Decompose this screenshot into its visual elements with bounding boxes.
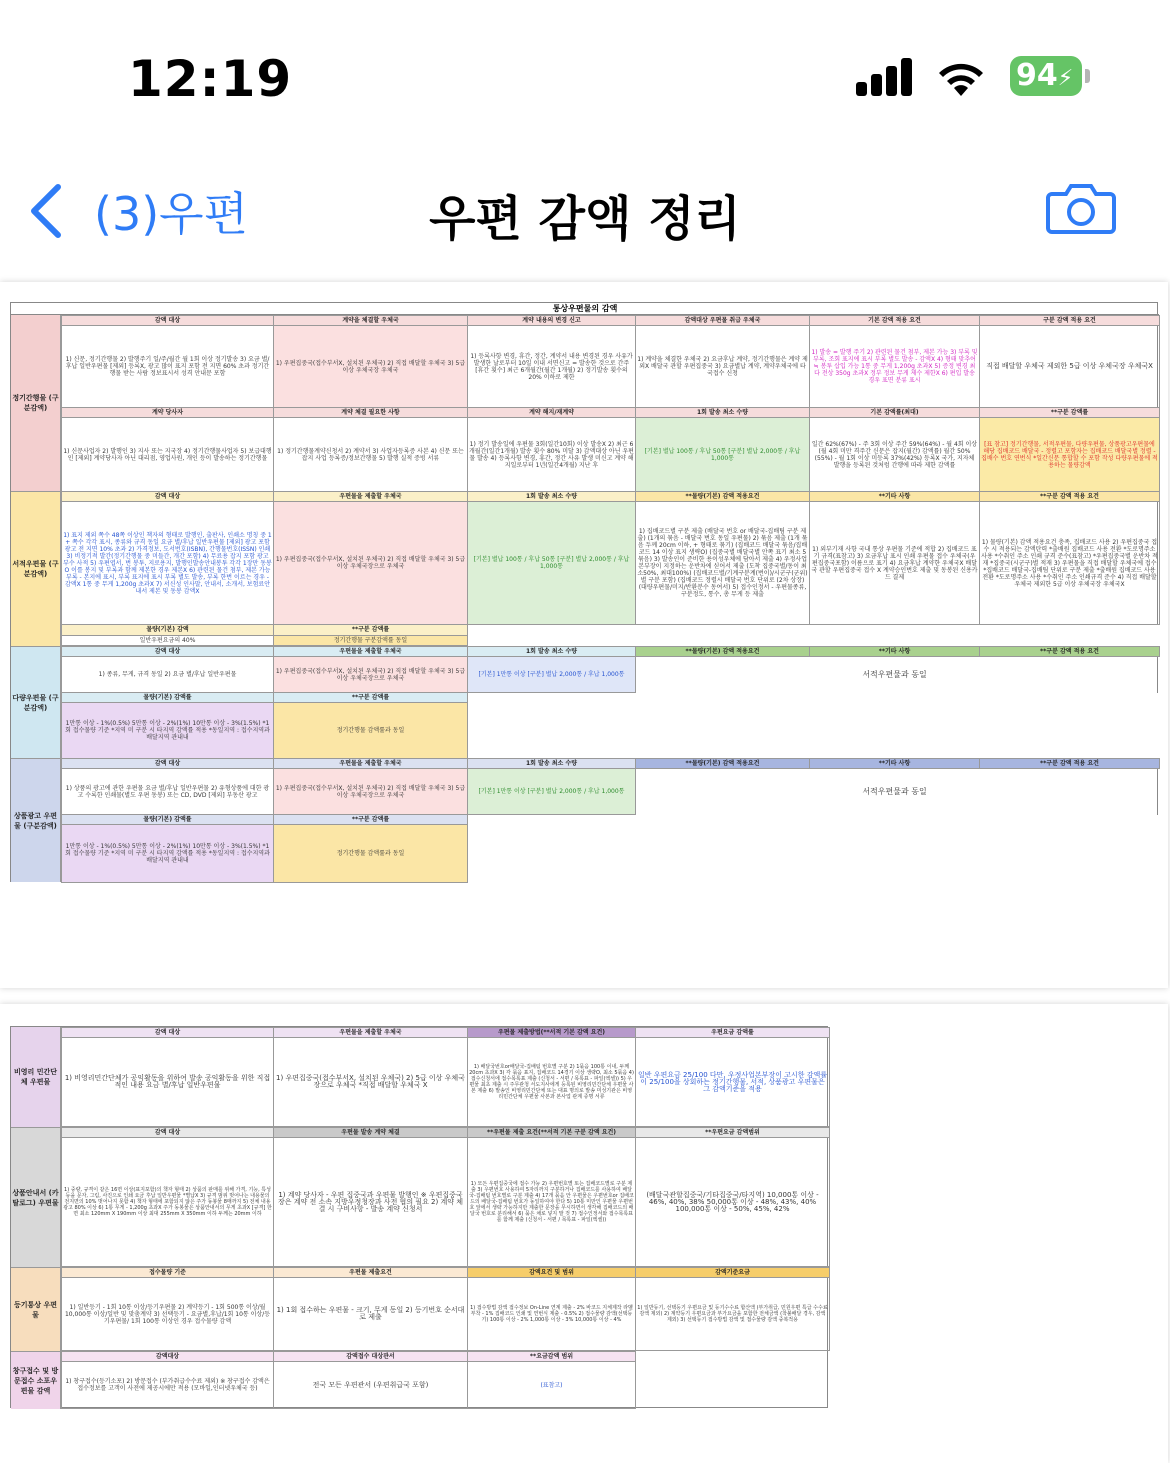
book-h-4: **기타 사항 (810, 492, 980, 502)
regular-r2-4: 일간 62%(67%) - 주 3회 이상 주간 59%(64%) - 월 4회 이상 (월 4회 미만 격주간 신문은 잡지(월간) 감액률) 월간 50%(55%) - 월 1회 이상 미등록 37%(42%) 등록X 국가, 지자체 발행을 등록된 것처럼 간행에 따라 제한 감액률 (810, 418, 980, 492)
registered-h-3: 감액기준요금 (636, 1268, 830, 1278)
catalog-h-1: 우편물 발송 계약 체결 (274, 1128, 468, 1138)
document-page-1[interactable] (0, 282, 1168, 988)
window-h-1: 감액접수 대상관서 (274, 1352, 468, 1362)
regular-h1-2: 계약 내용의 변경 신고 (468, 316, 636, 326)
book-r-4: 1) 외부기재 사항 국내 통상 우편물 기준에 적합 2) 집배코드 표기 규격(표참고) 3) 요금후납 표시 인쇄 우편물 접수 우체국(우편집중국포함) 이름으로 표기 4) 요금후납 계약한 우체국X 배달국 관할 우편집중국 접수 X 계약승인번호 제출 및 동봉된 신용카드 결제 (810, 502, 980, 625)
regular-r1-5: 직접 배달할 우체국 제외한 5급 이상 우체국장 우체국X (980, 326, 1160, 408)
document-page-2[interactable] (0, 1004, 1168, 1463)
ad-h-1: 우편물을 제출할 우체국 (274, 759, 468, 769)
status-bar (0, 0, 1170, 150)
side-label-regular: 정기간행물 (구분감액) (11, 315, 61, 491)
book-r-5: 1) 물량(기본) 감액 적용요건 충족, 집배코드 사용 2) 우편집중국 접수 시 적용되는 감액탄력 *출배원 집배코드 사용 전환 *도로명주소 사용 *수취인 주소 인쇄 규격 준수(표참고) *우편집중국별 운반차 적재 *집중국(시군구)별 적재 3) 우편물을 직접 배달할 우체국에 접수 *집배코드 배달국-집배팀 단위로 구분 제출 *출배원 집배코드 사용 전환 *도로명주소 사용 *수취인 주소 인쇄규격 준수 4) 직접 배달할 우체국 제외한 5급 이상 우체국장 우체국X (980, 502, 1160, 625)
ad-h-3: **물량(기본) 감액 적용요건 (636, 759, 810, 769)
regular-h1-1: 계약을 체결할 우체국 (274, 316, 468, 326)
book-r-3: 1) 집배코드별 구분 제출 (배달국 번호 or 배달국-집배팀 구분 제출) (1개의 묶음 - 배달국 번호 동일 우편물) 2) 묶음 제출 (1개 묶음 두께 20cm 이하, + 형태로 묶기) (집배코드 배달국 묶음/집배코드 14 이상 표지 생략O) (집중국별 배달국별 안쪽 표기 최소 5묶음) 3) 발송인이 준비한 용이성우체에 담아서 제출 4) 우정사업본부장이 지정하는 운반차에 싣어서 제출 (도착 집중국별/동이 최소50%, 최대100%) (집배코드별/기계구분계(번이)/시군구(군위)별 구분 포함) (집배코드 정렬시 배달국 번호 단위로 (2차 상장) (대량우편물/미지/반환분수 동여서) 5) 접수인정서 - 우편물종류, 구분정도, 통수, 총 무게 등 제출 (636, 502, 810, 625)
side-label-bulk: 다량우편물 (구분감액) (11, 646, 61, 758)
sheet-title: 통상우편물의 감액 (11, 303, 1159, 315)
nonprofit-h-2: 우편물 제출방법(**서적 기본 감액 요건) (468, 1028, 636, 1038)
nonprofit-r-2: 1) 배달국번호or배달국-집배팀 번호별 구분 2) 1묶음 100통 이내, 두께 20cm 초과X 3) 각 묶음 표지, 집배코드 14경기 이상 생략O, 최소 5묶음 4) 접수신청서에 접수목록표 제출 (신청서 - 서편 / 목록표 - 파일(엑셀)) 5) 우편물 최초 제출 시 주무관청 서도지사에게 등록된 비영리민간단체 우편물 사본 제출 6) 발송인 비영리민간단체 또는 대표 명의로 발송 미성기관은 비영리민간단체 우편물 사본과 본사업 관계 증명 서류 (468, 1038, 636, 1127)
regular-h2-5: **구분 감액률 (980, 408, 1160, 418)
ad-table (61, 758, 1160, 883)
registered-table (61, 1267, 830, 1351)
book-h-1: 우편물을 제출할 우체국 (274, 492, 468, 502)
catalog-r-3: (배달국관할집중국/기타집중국/타지역) 10,000통 이상 - 46%, 40%, 38% 50,000통 이상 - 48%, 43%, 40% 100,000통 이상 - 50%, 45%, 42% (636, 1138, 830, 1267)
regular-r1-4: 1) 발송 = 발행 주기 2) 관련된 물건 첨부, 제본 가능 3) 부록 및 부록, 조회 표지에 표시 부록 별도 발송 - 감액X 4) 형태 맞추어 ≒ 봉투 삽입 가능 1통 중 무게 1,200g 초과X 5) 증정 변경 최다 전상 350g 초과X 정부 정보 무게 제수 제한X 6) 편입 발송 경우 표면 분류 표시 (810, 326, 980, 408)
book-r-1: 1) 우편집중국(접수부서X, 설치된 우체국) 2) 직접 배달할 우체국 3) 5급 이상 우체국장으로 우체국 (274, 502, 468, 625)
ad-h-2: 1회 발송 최소 수량 (468, 759, 636, 769)
regular-h2-3: 1회 발송 최소 수량 (636, 408, 810, 418)
ad-r-5 (980, 769, 1160, 815)
regular-h2-1: 계약 체결 필요한 사항 (274, 408, 468, 418)
regular-r1-3: 1) 계약을 체결한 우체국 2) 요금후납 계약, 정기간행물은 계약 제외X 배달국 관할 우편집중국 3) 요금별납 계약, 계약우체국에 타국접수 신청 (636, 326, 810, 408)
side-label-window: 창구접수 및 방문접수 소포우편물 감액 (11, 1351, 61, 1409)
regular-h2-2: 계약 해지/재계약 (468, 408, 636, 418)
regular-h1-3: 감액대상 우편물 취급 우체국 (636, 316, 810, 326)
nonprofit-r-0: 1) 비영리민간단체가 공익활동을 위하여 발송 공익활동을 위한 직접적인 내용 요금 별/후납 일반우편물 (62, 1038, 274, 1127)
catalog-table (61, 1127, 830, 1267)
book-extra-h-0: 물량(기본) 감액 (62, 625, 274, 635)
nonprofit-table (61, 1027, 830, 1127)
wifi-icon (934, 56, 988, 98)
bulk-r2-0: 1만통 이상 - 1%(0.5%) 5만통 이상 - 2%(1%) 10만통 이상 - 3%(1.5%) *1회 접수물량 기준 *지역 미 구분 시 타지역 감액률 적용 *동일지역 : 접수지역과 배달지역 관내내 (62, 703, 274, 759)
nonprofit-h-1: 우편물을 제출할 우체국 (274, 1028, 468, 1038)
bulk-h-1: 우편물을 제출할 우체국 (274, 647, 468, 657)
regular-h2-0: 계약 당사자 (62, 408, 274, 418)
camera-icon[interactable] (1046, 182, 1116, 234)
regular-h2-4: 기본 감액률(최대) (810, 408, 980, 418)
ad-r-2: [기본] 1만통 이상 [구분] 별납 2,000통 / 후납 1,000통 (468, 769, 636, 815)
window-h-2: **요금감액 범위 (468, 1352, 636, 1362)
bulk-h2-0: 물량(기본) 감액률 (62, 693, 274, 703)
book-h-2: 1회 발송 최소 수량 (468, 492, 636, 502)
bulk-r-5 (980, 657, 1160, 693)
book-table (61, 491, 1160, 646)
cellular-signal-icon (856, 58, 914, 96)
battery-level: 94 (1016, 58, 1058, 93)
catalog-r-0: 1) 중량, 규격이 같은 16면 이상(표지포함)의 책자 형태 2) 상품의 판매를 위해 가격, 기능, 특성 등을 문자, 그림, 사진으로 인쇄 요금 후납 일반우편물 *별납X 3) 규격 범위 벗어나는 내용물의 전지면의 10% 벗어나지 못함 4) 책자 형태에 포함되지 않은 주가 동봉물 8매까지 5) 전체 내용 광고 80% 이상 6) 1통 무게 - 1,200g 초과X 주가 동봉물은 상품안내서의 무게 초과X [규격] 한 면 최소 120mm X 190mm 이상 최대 255mm X 350mm 이하 두께는 20mm 이하 (62, 1138, 274, 1267)
battery-icon: 94⚡ (1010, 56, 1082, 96)
registered-h-1: 우편물 제출요건 (274, 1268, 468, 1278)
regular-r2-5: [표 참고] 정기간행물, 서적우편물, 다량우편물, 상품광고우편물에 해당 집배코드 배달국 - 정렬고 포함자는 집배코드 배달국별 정렬 - 집배수 번호 연번식 *일간신문 통합할 수 포함 작성 다량우편물에 적용하는 물량감액 (980, 418, 1160, 492)
book-extra-r-1: 정기간행물 구분감액률 동일 (274, 635, 468, 645)
catalog-h-0: 감액 대상 (62, 1128, 274, 1138)
catalog-h-3: **우편요금 감액범위 (636, 1128, 830, 1138)
window-r-0: 1) 창구접수(등기소포) 2) 방문접수 (부가취급수수료 제외) ※ 창구접수 감액은 접수정보를 고객이 사전에 제공시에만 적용 (모바일,인터넷우체국 등) (62, 1362, 274, 1409)
ad-h-5: **구분 감액 적용 요건 (980, 759, 1160, 769)
registered-h-0: 접수물량 기준 (62, 1268, 274, 1278)
ad-h-4: **기타 사항 (810, 759, 980, 769)
bulk-h-2: 1회 발송 최소 수량 (468, 647, 636, 657)
bulk-h-5: **구분 감액 적용 요건 (980, 647, 1160, 657)
regular-r2-2: 1) 정기 발송일에 우편물 3회(일간10회) 이상 발송X 2) 최근 6개월간(일간1개월) 발송 횟수 80% 미달 3) 감액대상 아닌 우편물 발송 4) 등록사항 변경, 휴간, 정간 사유 발생 미신고 계약 해지일로부터 1년(일간4개월) 지난 후 (468, 418, 636, 492)
window-r-1: 전국 모든 우편관서 (우편취급국 포함) (274, 1362, 468, 1409)
catalog-r-2: 1) 모든 우편집중국에 접수 가능 2) 우편번호별 또는 집배코드별로 구분 제출 3) 우편번호 사용하여 5자리까지 구분하거나 집배코드를 사용하여 배달국-집배팀 번호별로 구분 제출 4) 17개 묶음 안 우편물은 우편번호or 집배코드의 배달국-집배팀 번호가 동일하여야 한다 5) 10통 미만인 우편물 우편번호 앞에서 생략 가능하지만 제출한 문장을 무시하면서 생각해 집배코드의 배달국 번호로 분리해서 6) 묶은 채로 넣지 말 것 7) 접수인정서와 접수목록표를 함께 제출 (신청서 - 서편 / 목록표 - 파일(엑셀)) (468, 1138, 636, 1267)
bulk-r-1: 1) 우편집중국(접수부서X, 설치된 우체국) 2) 직접 배달할 우체국 3) 5급 이상 우체국장으로 우체국 (274, 657, 468, 693)
regular-h1-0: 감액 대상 (62, 316, 274, 326)
ad-r2-1: 정기간행물 감액률과 동일 (274, 825, 468, 883)
bulk-r-2: [기본] 1만통 이상 [구분] 별납 2,000통 / 후납 1,000통 (468, 657, 636, 693)
registered-r-2: 1) 접수방법 감액 접수정보 On-Line 연계 제출 - 2% 바코드 지체제작 라벨부착 - 1% 집배코드 인쇄 및 연번식 제출 - 0.5% 2) 접수물량 감액(선택등기) 100통 이상 - 2% 1,000통 이상 - 3% 10,000통 이상 - 4% (468, 1278, 636, 1351)
book-h-0: 감액 대상 (62, 492, 274, 502)
bulk-r2-1: 정기간행물 감액률과 동일 (274, 703, 468, 759)
ad-r-1: 1) 우편집중국(접수부서X, 설치된 우체국) 2) 직접 배달할 우체국 3) 5급 이상 우체국장으로 우체국 (274, 769, 468, 815)
ad-r-4: 서적우편물과 동일 (862, 787, 927, 797)
nonprofit-r-1: 1) 우편집중국(접수부서X, 설치된 우체국) 2) 5급 이상 우체국장으로 우체국 *직접 배달할 우체국 X (274, 1038, 468, 1127)
registered-r-1: 1) 1회 접수하는 우편물 - 크기, 무게 동일 2) 등기번호 순서대로 제출 (274, 1278, 468, 1351)
ad-r-0: 1) 상품의 광고에 관한 우편물 요금 별/후납 일반우편물 2) 유형상품에 대한 광고 수록한 인쇄물(별도 우편 동봉) 또는 CD, DVD [제외] 부동산 광고 (62, 769, 274, 815)
regular-table (61, 315, 1160, 492)
battery-cap (1085, 69, 1090, 83)
regular-h1-5: 구분 감액 적용 요건 (980, 316, 1160, 326)
book-r-0: 1) 표지 제외 쪽수 48쪽 이상인 책자의 형태로 발행인, 출판사, 인쇄소 명칭 중 1 + 쪽수 각각 표시, 종류와 규격 동일 요금 별/후납 일반우편물 [제외] 광고 포함 광고 전 지면 10% 초과 2) 가격정보, 도서번호(ISBN), 간행물번호(ISSN) 인쇄 3) 비정기적 발간(정기간행물 중 미들간, 개간 포함) 4) 무료용 잡지 포함 광고 부수 사적 5) 우편엽서, 번 봉투, 지로용지, 발행인발송안내봉투 각각 1장만 동봉O 이를 봉지 및 부록과 함께 제본한 경우 제본X 6) 관련된 물건 첨부, 제본 가능 부록 - 본지에 표시, 부록 표지에 표시 부록 별도 발송, 부록 한번 이르는 경우 - 감액X 1통 중 무게 1,200g 초과X 7) 서신성 인사말, 안내서, 소개서, 보험료안내서 제본 및 동봉 감액X (62, 502, 274, 625)
side-label-nonprofit: 비영리 민간단체 우편물 (11, 1027, 61, 1127)
nonprofit-h-3: 우편요금 감액률 (636, 1028, 830, 1038)
bulk-h-3: **물량(기본) 감액 적용요건 (636, 647, 810, 657)
window-table (61, 1351, 636, 1409)
back-label: (3)우편 (94, 187, 249, 241)
book-h-3: **물량(기본) 감액 적용요건 (636, 492, 810, 502)
bulk-r-0: 1) 종류, 무게, 규격 동일 2) 요금 별/후납 일반우편물 (62, 657, 274, 693)
book-h-5: **구분 감액 적용 요건 (980, 492, 1160, 502)
ad-r-3 (636, 769, 810, 815)
clock: 12:19 (128, 50, 293, 108)
regular-r1-2: 1) 등록사항 변경, 휴간, 정간, 계약서 내용 변경된 경우 사유가 발생한 날로부터 10일 이내 서면신고 = 발송한 것으로 간주 [휴간 횟수] 최근 6개월간(월간 1개월) 2) 정기발송 횟수의 20% 이하로 제한 (468, 326, 636, 408)
sheet-special-mail (10, 1026, 828, 1408)
regular-r1-0: 1) 신문, 정기간행물 2) 발행주기 일/주/월간 월 1회 이상 정기발송 3) 요금 별/후납 일반우편물 [제외] 등록X, 광고 많이 표지 포함 전 지면 60% 초과 정기간행물 받는 사람 정보표시서 성격 안내문 포함 (62, 326, 274, 408)
ad-r2-0: 1만통 이상 - 1%(0.5%) 5만통 이상 - 2%(1%) 10만통 이상 - 3%(1.5%) *1회 접수물량 기준 *지역 미 구분 시 타지역 감액률 적용 *동일지역 : 접수지역과 배달지역 관내내 (62, 825, 274, 883)
regular-r2-3: [기본] 별납 100통 / 후납 50통 [구분] 별납 2,000통 / 후납 1,000통 (636, 418, 810, 492)
bulk-table (61, 646, 1160, 759)
window-r-2: (표참고) (468, 1362, 636, 1409)
window-h-0: 감액대상 (62, 1352, 274, 1362)
bulk-r-3 (636, 657, 810, 693)
side-label-book: 서적우편물 (구분감액) (11, 491, 61, 646)
page-title: 우편 감액 정리 (429, 191, 741, 247)
book-extra-h-1: **구분 감액률 (274, 625, 468, 635)
nonprofit-h-0: 감액 대상 (62, 1028, 274, 1038)
registered-r-3: 1) 일반등기, 선택등기 우편요금 및 등기수수료 합산액 (부가취급, 민원우편 특급 수수료 감액 제외) 2) 계약등기 우편요금과 부가요금을 포함한 전체금액 (착불배달 경우, 감액 제외) 3) 선택등기 접수방법 감액 및 접수물량 감액 중복적용 (636, 1278, 830, 1351)
registered-r-0: 1) 일반등기 - 1회 10통 이상/등기우편물 2) 계약등기 - 1회 500통 이상/월 10,000통 이상/일반 및 맞춤계약 3) 선택등기 - 요금별,후납/1회 10통 이상/등기우편물/ 1회 100통 이상인 경우 접수물량 감액 (62, 1278, 274, 1351)
bulk-h-0: 감액 대상 (62, 647, 274, 657)
catalog-r-1: 1) 계약 당사자 - 우편 집중국과 우편물 발행인 ※ 우편집중국장은 계약 전 소속 지방우정청장과 사전 협의 필요 2) 계약 체결 시 구비사항 - 발송 계약 신청서 (274, 1138, 468, 1267)
ad-h2-0: 물량(기본) 감액률 (62, 815, 274, 825)
bulk-r-4: 서적우편물과 동일 (862, 670, 927, 680)
regular-r2-0: 1) 신문사업자 2) 발행인 3) 지사 또는 지국장 4) 정기간행물사업자 5) 보급대행인 [제외] 계약당사자 아닌 대리점, 영업사원, 개인 등이 발송하는 정기간행물 (62, 418, 274, 492)
book-r-2: [기본] 별납 100통 / 후납 50통 [구분] 별납 2,000통 / 후납 1,000통 (468, 502, 636, 625)
regular-h1-4: 기본 감액 적용 요건 (810, 316, 980, 326)
side-label-ad: 상품광고 우편물 (구분감액) (11, 758, 61, 882)
regular-r1-1: 1) 우편집중국(접수부서X, 설치된 우체국) 2) 직접 배달할 우체국 3) 5급 이상 우체국장 우체국 (274, 326, 468, 408)
navigation-bar (0, 150, 1170, 270)
regular-r2-1: 1) 정기간행물계약신청서 2) 계약서 3) 사업자등록증 사본 4) 신문 또는 잡지 사업 등록증/정보간행물 5) 발행 실적 증빙 서류 (274, 418, 468, 492)
bulk-h-4: **기타 사항 (810, 647, 980, 657)
registered-h-2: 감액요건 및 범위 (468, 1268, 636, 1278)
side-label-catalog: 상품안내서 (카탈로그) 우편물 (11, 1127, 61, 1267)
ad-h2-1: **구분 감액률 (274, 815, 468, 825)
sheet-regular-mail (10, 302, 1158, 882)
bulk-h2-1: **구분 감액률 (274, 693, 468, 703)
side-label-registered: 등기통상 우편물 (11, 1267, 61, 1351)
nonprofit-r-3: 일반 우편요금 25/100 다만, 우정사업본부장이 고시한 감액률이 25/100을 상회하는 정기간행물, 서적, 상품광고 우편물은 그 감액기준을 적용 (636, 1038, 830, 1127)
ad-h-0: 감액 대상 (62, 759, 274, 769)
book-extra-r-0: 일반우편요금의 40% (62, 635, 274, 645)
catalog-h-2: **우편물 제출 요건(**서적 기본 구분 감액 요건) (468, 1128, 636, 1138)
